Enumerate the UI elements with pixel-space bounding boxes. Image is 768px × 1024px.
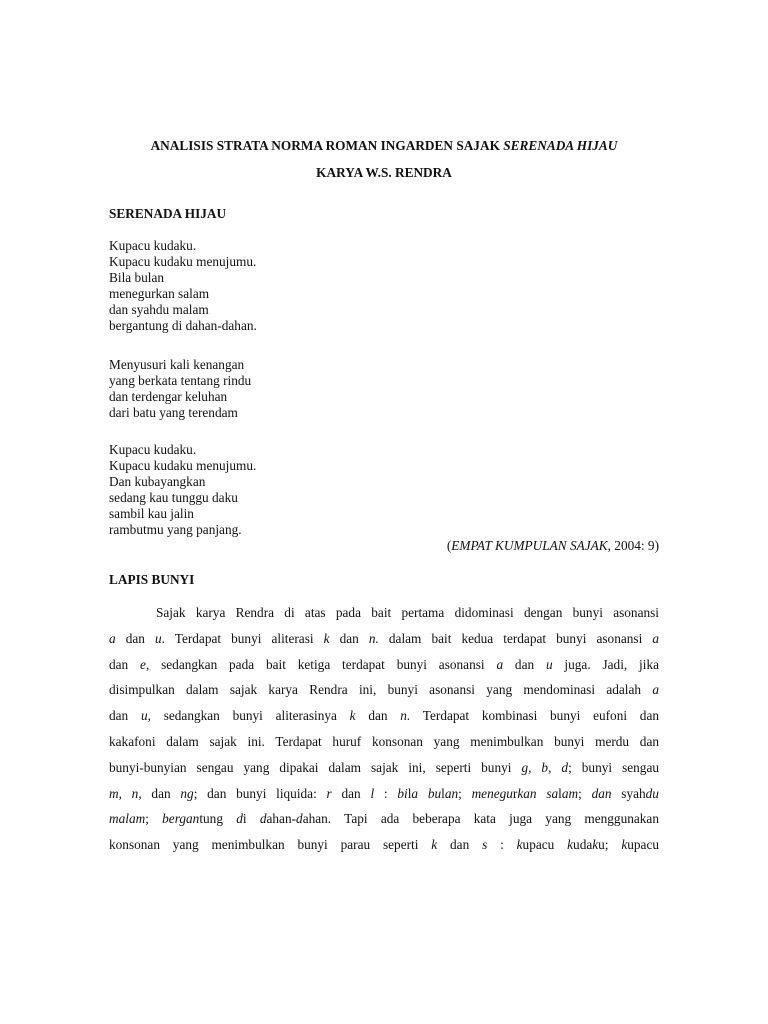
paragraph-text: dan xyxy=(115,630,155,646)
poem-line: Kupacu kudaku. xyxy=(109,442,197,457)
paragraph-text: dan xyxy=(355,708,401,724)
paragraph-text: syah xyxy=(611,785,646,801)
title-poem-name: SERENADA HIJAU xyxy=(503,138,618,153)
paragraph-text: : xyxy=(374,785,398,801)
paragraph-line xyxy=(109,781,659,807)
document-subtitle: KARYA W.S. RENDRA xyxy=(316,165,452,180)
poem-line: Kupacu kudaku menujumu. xyxy=(109,254,257,270)
poem-line: rambutmu yang panjang. xyxy=(109,522,242,538)
italic-term: a xyxy=(652,682,659,698)
poem-line: dan terdengar keluhan xyxy=(109,389,228,405)
paragraph-text: upacu xyxy=(627,837,659,853)
paragraph-text: ; dan bunyi liquida: xyxy=(193,785,327,801)
italic-term: d xyxy=(236,811,243,827)
italic-term: n. xyxy=(400,708,411,724)
paragraph-text: : xyxy=(487,837,517,853)
italic-term: a bu xyxy=(411,785,442,801)
italic-term: r xyxy=(326,785,332,801)
italic-term: n. xyxy=(368,630,379,646)
paragraph-line xyxy=(109,806,659,832)
document-title xyxy=(0,138,768,154)
paragraph-text: ; xyxy=(145,811,163,827)
paragraph-text: Terdapat kombinasi bunyi eufoni dan xyxy=(410,708,659,724)
paragraph-text: l xyxy=(407,785,412,801)
italic-term: kan sa xyxy=(517,785,559,801)
paragraph-text: dan xyxy=(437,837,483,853)
italic-term: d xyxy=(259,811,267,827)
italic-term: g, b, d xyxy=(521,759,569,775)
poem-stanza-3 xyxy=(109,442,256,539)
paragraph-text: kakafoni dalam sajak ini. Terdapat huruf konsonan yang menimbulkan bunyi merdu dan xyxy=(109,733,659,749)
poem-line: yang berkata tentang rindu xyxy=(109,373,252,389)
poem-line: sambil kau jalin xyxy=(109,506,194,522)
italic-term: k xyxy=(323,630,330,646)
paragraph-text: tung xyxy=(199,811,237,827)
paragraph-text: . Tapi ada beberapa kata juga yang menggunakan xyxy=(327,811,659,827)
italic-term: ng xyxy=(180,785,194,801)
paragraph-text: , sedangkan pada bait ketiga terdapat bunyi asonansi xyxy=(145,656,497,672)
paragraph-text: uda xyxy=(573,837,593,853)
paragraph-text: Sajak karya Rendra di atas pada bait pertama didominasi dengan bunyi asonansi xyxy=(156,605,659,620)
italic-term: menegu xyxy=(471,785,513,801)
paragraph-text: ; xyxy=(458,785,472,801)
italic-term: k xyxy=(431,837,438,853)
italic-term: bi xyxy=(397,785,408,801)
italic-term: a xyxy=(652,630,659,646)
poem-line: dan syahdu malam xyxy=(109,302,209,318)
italic-term: a xyxy=(109,630,116,646)
poem-line: sedang kau tunggu daku xyxy=(109,490,238,506)
poem-line: Menyusuri kali kenangan xyxy=(109,357,245,372)
paragraph-text: , sedangkan bunyi aliterasinya xyxy=(147,708,350,724)
paragraph-text: konsonan yang menimbulkan bunyi parau seperti xyxy=(109,837,432,853)
poem-line: menegurkan salam xyxy=(109,286,210,302)
paragraph-text: ; xyxy=(578,785,592,801)
paragraph-text: . Terdapat bunyi aliterasi xyxy=(161,630,324,646)
paragraph-line xyxy=(109,626,659,652)
paragraph-text: ; bunyi sengau xyxy=(568,759,660,775)
paragraph-line xyxy=(109,832,659,858)
section-heading: LAPIS BUNYI xyxy=(109,572,195,587)
paragraph-line xyxy=(109,600,659,626)
paragraph-text: bunyi-bunyian sengau yang dipakai dalam sajak ini, seperti bunyi xyxy=(109,759,522,775)
italic-term: u xyxy=(545,656,553,672)
paragraph-line xyxy=(109,729,659,755)
body-paragraph xyxy=(109,600,659,858)
paragraph-text: u; xyxy=(598,837,622,853)
italic-term: an xyxy=(444,785,459,801)
paragraph-text: ahan- xyxy=(266,811,297,827)
poem-line: Dan kubayangkan xyxy=(109,474,206,490)
paragraph-line xyxy=(109,755,659,781)
paragraph-text: dan xyxy=(109,656,141,672)
paragraph-text: upacu xyxy=(522,837,568,853)
paragraph-text: disimpulkan dalam sajak karya Rendra ini, bunyi asonansi yang mendominasi adalah xyxy=(109,682,653,698)
italic-term: du xyxy=(645,785,659,801)
poem-line: Kupacu kudaku menujumu. xyxy=(109,458,257,474)
italic-term: k xyxy=(567,837,574,853)
paragraph-line xyxy=(109,652,659,678)
poem-line: bergantung di dahan-dahan. xyxy=(109,318,257,334)
italic-term: k xyxy=(516,837,523,853)
paragraph-text: dan xyxy=(109,708,141,724)
paragraph-text: i xyxy=(242,811,260,827)
poem-stanza-2 xyxy=(109,357,251,421)
italic-term: l xyxy=(370,785,375,801)
italic-term: bergan xyxy=(162,811,200,827)
italic-term: am xyxy=(561,785,579,801)
paragraph-text: juga. Jadi, jika xyxy=(552,656,659,672)
poem-source-citation: (EMPAT KUMPULAN SAJAK, 2004: 9) xyxy=(446,538,659,553)
poem-line: Kupacu kudaku. xyxy=(109,238,197,253)
italic-term: a xyxy=(496,656,504,672)
paragraph-text: l xyxy=(558,785,562,801)
italic-term: m, n, xyxy=(109,785,142,801)
poem-heading: SERENADA HIJAU xyxy=(109,206,227,221)
italic-term: s xyxy=(482,837,488,853)
italic-term: k xyxy=(349,708,356,724)
poem-stanza-1 xyxy=(109,238,257,335)
source-book-title: EMPAT KUMPULAN SAJAK xyxy=(451,538,608,553)
paragraph-line xyxy=(109,677,659,703)
poem-line: dari batu yang terendam xyxy=(109,405,238,421)
paragraph-text: ahan xyxy=(302,811,328,827)
paragraph-text: dalam bait kedua terdapat bunyi asonansi xyxy=(378,630,653,646)
italic-term: k xyxy=(592,837,599,853)
italic-term: u xyxy=(140,708,148,724)
paragraph-text: dan xyxy=(141,785,181,801)
paragraph-line xyxy=(109,703,659,729)
italic-term: dan xyxy=(591,785,612,801)
italic-term: u xyxy=(154,630,162,646)
italic-term: k xyxy=(621,837,628,853)
poem-line: Bila bulan xyxy=(109,270,165,286)
title-text: ANALISIS STRATA NORMA ROMAN INGARDEN SAJAK xyxy=(150,138,504,153)
paragraph-text: dan xyxy=(331,785,371,801)
paragraph-text: r xyxy=(512,785,518,801)
italic-term: malam xyxy=(109,811,146,827)
italic-term: e xyxy=(140,656,146,672)
italic-term: d xyxy=(296,811,303,827)
paragraph-text: l xyxy=(441,785,445,801)
paragraph-text: dan xyxy=(329,630,369,646)
paragraph-text: dan xyxy=(503,656,546,672)
